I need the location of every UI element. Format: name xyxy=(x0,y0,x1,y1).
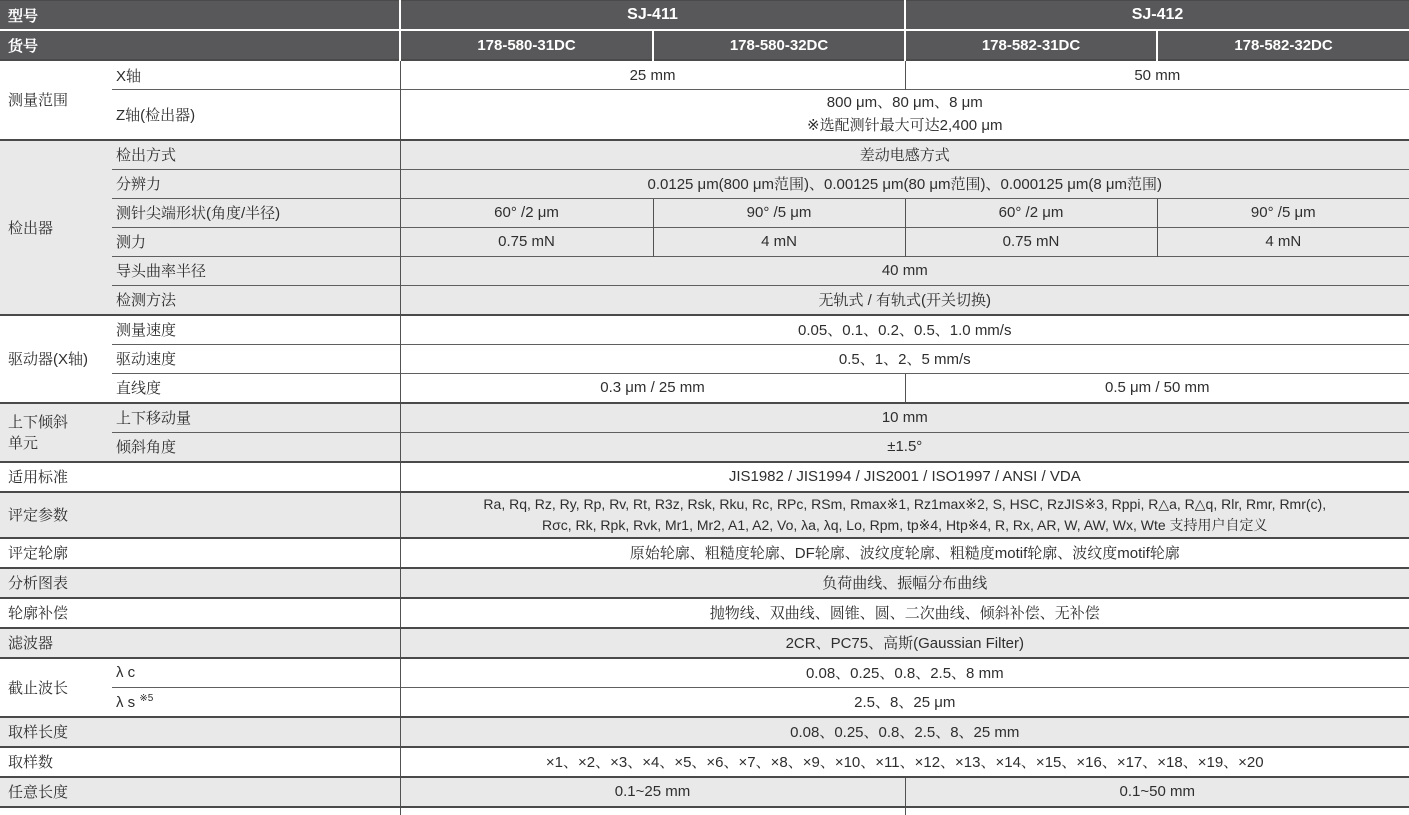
straightness-sj411-value: 0.3 μm / 25 mm xyxy=(400,373,905,403)
measuring-speed-label: 测量速度 xyxy=(112,315,400,345)
vertical-travel-row xyxy=(0,403,1409,433)
x-axis-sj412-value: 50 mm xyxy=(905,60,1409,90)
detection-method-value: 差动电感方式 xyxy=(400,140,1409,170)
stylus-tip-label: 测针尖端形状(角度/半径) xyxy=(112,198,400,227)
skid-radius-label: 导头曲率半径 xyxy=(112,256,400,285)
code-row xyxy=(0,30,1409,60)
z-axis-label: Z轴(检出器) xyxy=(112,90,400,140)
vertical-travel-value: 10 mm xyxy=(400,403,1409,433)
cutoff-ls-value: 2.5、8、25 μm xyxy=(400,687,1409,717)
parameters-value-line1: Ra, Rq, Rz, Ry, Rp, Rv, Rt, R3z, Rsk, Rku, Rc, RPc, RSm, Rmax※1, Rz1max※2, S, HSC, RzJIS※3, Rppi, R△a, R△q, Rlr, Rmr, Rmr(c), xyxy=(483,495,1327,512)
sampling-number-label: 取样数 xyxy=(0,747,400,777)
tilt-angle-value: ±1.5° xyxy=(400,432,1409,462)
skid-radius-row xyxy=(0,256,1409,285)
z-axis-value-line2: ※选配测针最大可达2,400 μm xyxy=(807,117,1003,135)
drive-speed-label: 驱动速度 xyxy=(112,344,400,373)
arbitrary-length-sj412-value: 0.1~50 mm xyxy=(905,777,1409,807)
sampling-length-label: 取样长度 xyxy=(0,717,400,747)
code-178-582-32dc: 178-582-32DC xyxy=(1157,30,1409,60)
tilt-angle-label: 倾斜角度 xyxy=(112,432,400,462)
measuring-force-value-2: 4 mN xyxy=(653,227,905,256)
measuring-force-value-1: 0.75 mN xyxy=(400,227,653,256)
cutoff-lc-value: 0.08、0.25、0.8、2.5、8 mm xyxy=(400,658,1409,688)
drive-speed-row xyxy=(0,344,1409,373)
arbitrary-length-label: 任意长度 xyxy=(0,777,400,807)
detection-method-label: 检出方式 xyxy=(112,140,400,170)
stylus-tip-value-4: 90° /5 μm xyxy=(1157,198,1409,227)
x-axis-row xyxy=(0,60,1409,90)
x-axis-sj411-value: 25 mm xyxy=(400,60,905,90)
code-178-582-31dc: 178-582-31DC xyxy=(905,30,1157,60)
drive-speed-value: 0.5、1、2、5 mm/s xyxy=(400,344,1409,373)
z-axis-value xyxy=(400,90,1409,140)
trace-method-label: 检测方法 xyxy=(112,285,400,315)
resolution-row xyxy=(0,169,1409,198)
cutoff-ls-footnote: ※5 xyxy=(139,692,154,704)
code-178-580-31dc: 178-580-31DC xyxy=(400,30,653,60)
straightness-sj412-value: 0.5 μm / 50 mm xyxy=(905,373,1409,403)
model-sj411: SJ-411 xyxy=(400,1,905,31)
tilt-group-label xyxy=(0,403,112,462)
stylus-tip-value-3: 60° /2 μm xyxy=(905,198,1157,227)
parameters-value xyxy=(400,492,1409,538)
trace-method-row xyxy=(0,285,1409,315)
x-axis-label: X轴 xyxy=(112,60,400,90)
straightness-row xyxy=(0,373,1409,403)
cutoff-lc-row xyxy=(0,658,1409,688)
filters-label: 滤波器 xyxy=(0,628,400,658)
measuring-force-value-3: 0.75 mN xyxy=(905,227,1157,256)
tilt-group-label-line2: 单元 xyxy=(8,435,39,452)
standards-label: 适用标准 xyxy=(0,462,400,492)
parameters-label: 评定参数 xyxy=(0,492,400,538)
stylus-tip-row xyxy=(0,198,1409,227)
table-continuation xyxy=(0,807,1409,815)
measuring-speed-value: 0.05、0.1、0.2、0.5、1.0 mm/s xyxy=(400,315,1409,345)
skid-radius-value: 40 mm xyxy=(400,256,1409,285)
sampling-number-row xyxy=(0,747,1409,777)
tilt-angle-row xyxy=(0,432,1409,462)
sampling-number-value: ×1、×2、×3、×4、×5、×6、×7、×8、×9、×10、×11、×12、×13、×14、×15、×16、×17、×18、×19、×20 xyxy=(400,747,1409,777)
measuring-force-value-4: 4 mN xyxy=(1157,227,1409,256)
measuring-force-row xyxy=(0,227,1409,256)
code-row-label: 货号 xyxy=(0,30,400,60)
tilt-group-label-line1: 上下倾斜 xyxy=(8,414,69,431)
arbitrary-length-row xyxy=(0,777,1409,807)
measuring-range-group-label: 测量范围 xyxy=(0,60,112,140)
detector-group-label: 检出器 xyxy=(0,140,112,315)
straightness-label: 直线度 xyxy=(112,373,400,403)
cutoff-group-label: 截止波长 xyxy=(0,658,112,717)
graphs-label: 分析图表 xyxy=(0,568,400,598)
stylus-tip-value-1: 60° /2 μm xyxy=(400,198,653,227)
trace-method-value: 无轨式 / 有轨式(开关切换) xyxy=(400,285,1409,315)
measuring-force-label: 测力 xyxy=(112,227,400,256)
sampling-length-value: 0.08、0.25、0.8、2.5、8、25 mm xyxy=(400,717,1409,747)
profiles-row xyxy=(0,538,1409,568)
compensation-row xyxy=(0,598,1409,628)
drive-group-label: 驱动器(X轴) xyxy=(0,315,112,403)
cutoff-ls-label: λ s $^{※5}$ xyxy=(112,687,400,717)
graphs-value: 负荷曲线、振幅分布曲线 xyxy=(400,568,1409,598)
model-row-label: 型号 xyxy=(0,1,400,31)
compensation-value: 抛物线、双曲线、圆锥、圆、二次曲线、倾斜补偿、无补偿 xyxy=(400,598,1409,628)
cutoff-ls-row xyxy=(0,687,1409,717)
sampling-length-row xyxy=(0,717,1409,747)
resolution-label: 分辨力 xyxy=(112,169,400,198)
arbitrary-length-sj411-value: 0.1~25 mm xyxy=(400,777,905,807)
filters-value: 2CR、PC75、高斯(Gaussian Filter) xyxy=(400,628,1409,658)
profiles-label: 评定轮廓 xyxy=(0,538,400,568)
parameters-row xyxy=(0,492,1409,538)
profiles-value: 原始轮廓、粗糙度轮廓、DF轮廓、波纹度轮廓、粗糙度motif轮廓、波纹度motif轮廓 xyxy=(400,538,1409,568)
compensation-label: 轮廓补偿 xyxy=(0,598,400,628)
standards-value: JIS1982 / JIS1994 / JIS2001 / ISO1997 / ANSI / VDA xyxy=(400,462,1409,492)
vertical-travel-label: 上下移动量 xyxy=(112,403,400,433)
stylus-tip-value-2: 90° /5 μm xyxy=(653,198,905,227)
z-axis-row xyxy=(0,90,1409,140)
resolution-value: 0.0125 μm(800 μm范围)、0.00125 μm(80 μm范围)、0.000125 μm(8 μm范围) xyxy=(400,169,1409,198)
model-row xyxy=(0,1,1409,31)
parameters-value-line2: Rσc, Rk, Rpk, Rvk, Mr1, Mr2, A1, A2, Vo, λa, λq, Lo, Rpm, tp※4, Htp※4, R, Rx, AR, W, AW, Wx, Wte 支持用户自定义 xyxy=(542,516,1268,533)
cutoff-lc-label: λ c xyxy=(112,658,400,688)
graphs-row xyxy=(0,568,1409,598)
code-178-580-32dc: 178-580-32DC xyxy=(653,30,905,60)
z-axis-value-line1: 800 μm、80 μm、8 μm xyxy=(826,94,983,111)
filters-row xyxy=(0,628,1409,658)
detection-method-row xyxy=(0,140,1409,170)
measuring-speed-row xyxy=(0,315,1409,345)
standards-row xyxy=(0,462,1409,492)
model-sj412: SJ-412 xyxy=(905,1,1409,31)
